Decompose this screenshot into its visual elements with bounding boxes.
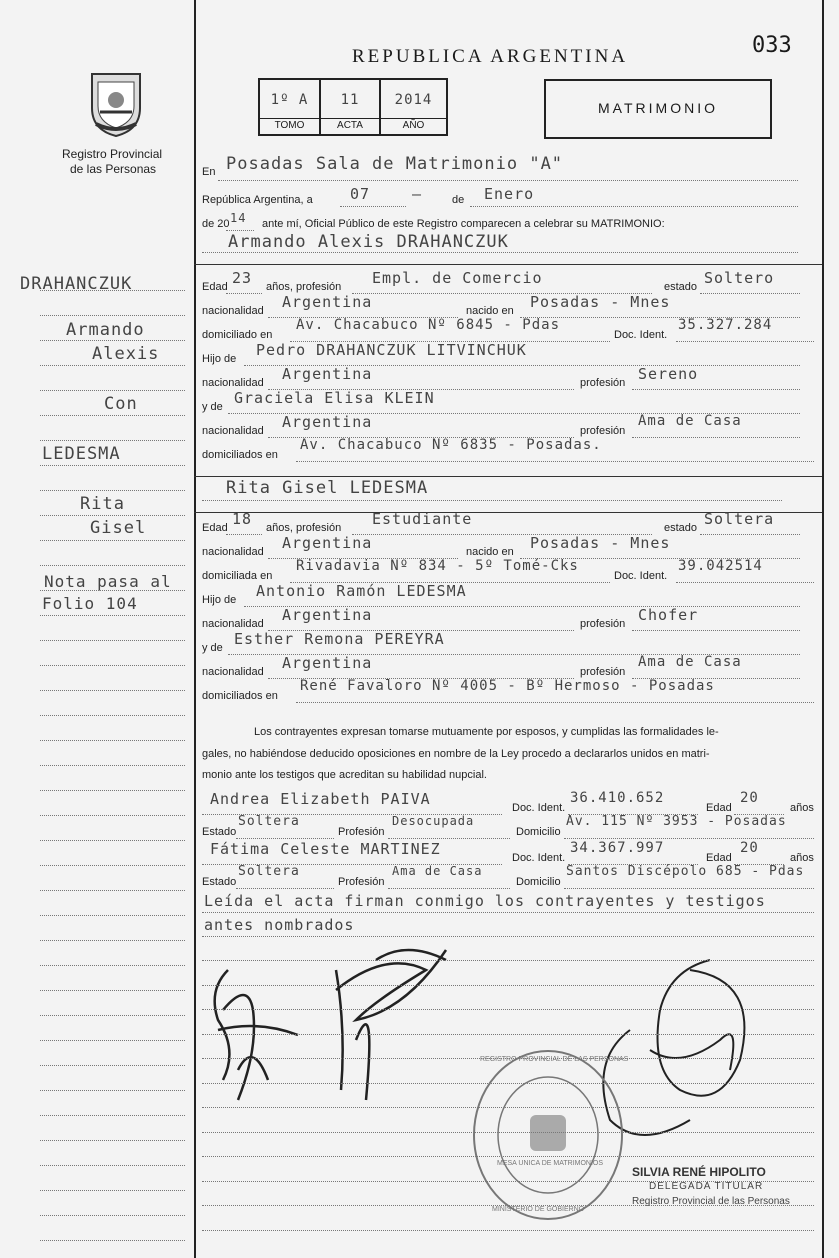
margin-rule (40, 640, 185, 641)
witness-anos-label: años (790, 802, 814, 814)
witness-estado-value: Soltera (238, 864, 300, 879)
margin-rule (40, 490, 185, 491)
dotted-line (564, 888, 814, 889)
groom-mother-prof-label: profesión (580, 425, 626, 437)
province-shield-logo (86, 68, 146, 138)
witness-anos-label: años (790, 852, 814, 864)
margin-rule (40, 1215, 185, 1216)
year-prefix: de 20 (202, 218, 230, 230)
official-name: SILVIA RENÉ HIPOLITO (632, 1165, 766, 1179)
legal-text (202, 722, 814, 787)
margin-note-line2: Folio 104 (42, 594, 138, 613)
dotted-line (388, 838, 510, 839)
witness-estado-label: Estado (202, 876, 237, 888)
witness-edad-value: 20 (740, 840, 759, 856)
groom-father-name: Pedro DRAHANCZUK LITVINCHUK (256, 341, 527, 359)
registry-name-line1: Registro Provincial (62, 147, 163, 161)
margin-rule (40, 1040, 185, 1041)
bride-parents-dom-label: domiciliados en (202, 690, 278, 702)
groom-mother-prof-value: Ama de Casa (638, 413, 742, 429)
margin-rule (40, 1090, 185, 1091)
witness-name: Fátima Celeste MARTINEZ (210, 840, 441, 858)
main-rule (202, 1083, 814, 1084)
bride-nacionalidad-label: nacionalidad (202, 546, 264, 558)
dotted-line (236, 888, 334, 889)
margin-rule (40, 890, 185, 891)
bride-mother-prof-value: Ama de Casa (638, 654, 742, 670)
margin-rule (40, 390, 185, 391)
bride-parents-dom-value: René Favaloro Nº 4005 - Bº Hermoso - Posadas (300, 678, 715, 694)
seal-outer-text: REGISTRO PROVINCIAL DE LAS PERSONAS (480, 1056, 629, 1063)
margin-rule (40, 415, 185, 416)
groom-nacionalidad-value: Argentina (282, 293, 373, 311)
margin-given-bride-2: Gisel (90, 518, 147, 538)
groom-edad-value: 23 (232, 269, 253, 287)
bride-mother-nac-label: nacionalidad (202, 666, 264, 678)
bride-profesion-value: Estudiante (372, 510, 473, 528)
dotted-line (700, 534, 800, 535)
witness-name: Andrea Elizabeth PAIVA (210, 790, 431, 808)
witness-profesion-value: Desocupada (392, 814, 475, 828)
margin-rule (40, 1190, 185, 1191)
official-title: DELEGADA TITULAR (649, 1181, 764, 1192)
main-rule (202, 1230, 814, 1231)
witness-domicilio-label: Domicilio (516, 826, 561, 838)
official-seal (468, 1045, 628, 1225)
groom-anos-profesion-label: años, profesión (266, 281, 342, 293)
witness-doc-value: 34.367.997 (570, 840, 665, 856)
bride-doc-value: 39.042514 (678, 558, 763, 574)
margin-rule (40, 865, 185, 866)
bride-nacido-value: Posadas - Mnes (530, 534, 671, 552)
main-rule (202, 1156, 814, 1157)
groom-nacionalidad-label: nacionalidad (202, 305, 264, 317)
main-rule (202, 1009, 814, 1010)
groom-father-nac-label: nacionalidad (202, 377, 264, 389)
margin-rule (40, 540, 185, 541)
witness-estado-value: Soltera (238, 814, 300, 829)
groom-yde-label: y de (202, 401, 223, 413)
bride-mother-nac-value: Argentina (282, 654, 373, 672)
bride-mother-name: Esther Remona PEREYRA (234, 630, 445, 648)
groom-edad-label: Edad (202, 281, 228, 293)
en-label: En (202, 166, 216, 178)
dotted-line (632, 630, 800, 631)
bride-father-nac-value: Argentina (282, 606, 373, 624)
witness-profesion-label: Profesión (338, 826, 385, 838)
bride-hijo-label: Hijo de (202, 594, 237, 606)
dotted-line (296, 702, 814, 703)
witness-domicilio-value: Santos Discépolo 685 - Pdas (566, 864, 805, 879)
margin-rule (40, 665, 185, 666)
margin-rule (40, 915, 185, 916)
witness-edad-value: 20 (740, 790, 759, 806)
dotted-line (226, 534, 262, 535)
bride-estado-label: estado (664, 522, 698, 534)
margin-rule (40, 340, 185, 341)
groom-domicilio-value: Av. Chacabuco Nº 6845 - Pdas (296, 317, 561, 333)
bride-father-nac-label: nacionalidad (202, 618, 264, 630)
bride-nacionalidad-value: Argentina (282, 534, 373, 552)
registry-name-line2: de las Personas (70, 162, 157, 176)
groom-hijo-label: Hijo de (202, 353, 237, 365)
country-title: REPUBLICA ARGENTINA (352, 46, 629, 67)
legal-line-3: monio ante los testigos que acreditan su habilidad nupcial. (202, 769, 487, 781)
page-number: 033 (752, 33, 792, 58)
margin-rule (40, 365, 185, 366)
anio-value: 2014 (394, 92, 433, 108)
groom-estado-value: Soltero (704, 269, 775, 287)
closing-line-1: Leída el acta firman conmigo los contrayentes y testigos (204, 892, 766, 910)
margin-rule (40, 1140, 185, 1141)
anio-label: AÑO (402, 120, 425, 131)
margin-rule (40, 590, 185, 591)
margin-rule (40, 315, 185, 316)
closing-line-2: antes nombrados (204, 916, 355, 934)
dotted-line (632, 437, 800, 438)
groom-nacido-value: Posadas - Mnes (530, 293, 671, 311)
document-type-label: MATRIMONIO (598, 100, 718, 116)
margin-given-groom-2: Alexis (92, 344, 160, 364)
day-dash: — (412, 185, 423, 203)
tomo-value: 1º A (270, 92, 309, 108)
groom-estado-label: estado (664, 281, 698, 293)
witness-doc-value: 36.410.652 (570, 790, 665, 806)
main-rule (202, 960, 814, 961)
margin-rule (40, 290, 185, 291)
dotted-line (632, 389, 800, 390)
ceremony-day: 07 (350, 185, 371, 203)
bride-doc-label: Doc. Ident. (614, 570, 668, 582)
margin-rule (40, 790, 185, 791)
main-rule (202, 1181, 814, 1182)
groom-father-prof-value: Sereno (638, 365, 699, 383)
ceremony-year: 14 (230, 211, 247, 225)
bride-edad-label: Edad (202, 522, 228, 534)
groom-nacido-label: nacido en (466, 305, 514, 317)
bride-father-name: Antonio Ramón LEDESMA (256, 582, 467, 600)
groom-domicilio-label: domiciliado en (202, 329, 273, 341)
ceremony-place: Posadas Sala de Matrimonio "A" (226, 154, 564, 174)
seal-inner-text: MESA UNICA DE MATRIMONIOS (497, 1160, 604, 1167)
dotted-line (236, 838, 334, 839)
margin-rule (40, 840, 185, 841)
margin-rule (40, 515, 185, 516)
margin-rule (40, 1165, 185, 1166)
margin-surname-groom: DRAHANCZUK (20, 274, 133, 294)
margin-rule (40, 940, 185, 941)
witness-edad-label: Edad (706, 802, 732, 814)
margin-rule (40, 765, 185, 766)
tomo-label: TOMO (274, 120, 305, 131)
document-type-box (544, 79, 772, 139)
groom-mother-name: Graciela Elisa KLEIN (234, 389, 435, 407)
groom-parents-dom-label: domiciliados en (202, 449, 278, 461)
intro-closing-text: ante mí, Oficial Público de este Registro comparecen a celebrar su MATRIMONIO: (262, 218, 665, 230)
margin-rule (40, 1015, 185, 1016)
margin-note-line1: Nota pasa al (44, 572, 172, 591)
bride-estado-value: Soltera (704, 510, 775, 528)
seal-bottom-text: MINISTERIO DE GOBIERNO (492, 1206, 585, 1213)
witness-domicilio-label: Domicilio (516, 876, 561, 888)
witness-doc-label: Doc. Ident. (512, 852, 566, 864)
bride-nacido-label: nacido en (466, 546, 514, 558)
main-rule (202, 1205, 814, 1206)
margin-rule (40, 565, 185, 566)
right-page-border (822, 0, 824, 1258)
margin-rule (40, 690, 185, 691)
witness-domicilio-value: Av. 115 Nº 3953 - Posadas (566, 814, 787, 829)
dotted-line (700, 293, 800, 294)
dotted-line (388, 888, 510, 889)
bride-mother-prof-label: profesión (580, 666, 626, 678)
de-label: de (452, 194, 465, 206)
legal-line-1: Los contrayentes expresan tomarse mutuamente por esposos, y cumplidas las formalidades le- (254, 726, 719, 738)
margin-rule (40, 440, 185, 441)
margin-rule (40, 965, 185, 966)
main-rule (202, 1034, 814, 1035)
groom-doc-value: 35.327.284 (678, 317, 773, 333)
margin-rule (40, 1240, 185, 1241)
legal-line-2: gales, no habiéndose deducido oposiciones en nombre de la Ley procedo a declararlos unidos en matri- (202, 747, 710, 760)
witness-edad-label: Edad (706, 852, 732, 864)
dotted-line (676, 341, 814, 342)
dotted-line (296, 461, 814, 462)
acta-label: ACTA (337, 120, 363, 131)
republica-label: República Argentina, a (202, 194, 313, 206)
bride-father-prof-value: Chofer (638, 606, 699, 624)
left-column-border (194, 0, 196, 1258)
witness-profesion-label: Profesión (338, 876, 385, 888)
main-rule (202, 985, 814, 986)
margin-rule (40, 615, 185, 616)
bride-anos-profesion-label: años, profesión (266, 522, 342, 534)
groom-doc-label: Doc. Ident. (614, 329, 668, 341)
margin-rule (40, 740, 185, 741)
witness-profesion-value: Ama de Casa (392, 864, 483, 878)
margin-rule (40, 715, 185, 716)
margin-rule (40, 1065, 185, 1066)
acta-value: 11 (340, 92, 360, 108)
ceremony-month: Enero (484, 185, 535, 203)
main-rule (202, 1107, 814, 1108)
bride-domicilio-value: Rivadavia Nº 834 - 5º Tomé-Cks (296, 558, 579, 574)
groom-father-prof-label: profesión (580, 377, 626, 389)
margin-rule (40, 990, 185, 991)
bride-domicilio-label: domiciliada en (202, 570, 273, 582)
official-registry: Registro Provincial de las Personas (632, 1196, 790, 1207)
groom-full-name: Armando Alexis DRAHANCZUK (228, 232, 509, 252)
margin-given-groom-1: Armando (66, 320, 145, 340)
margin-surname-bride: LEDESMA (42, 444, 121, 464)
margin-rule (40, 1115, 185, 1116)
margin-given-bride-1: Rita (80, 494, 125, 514)
bride-father-prof-label: profesión (580, 618, 626, 630)
dotted-line (564, 838, 814, 839)
bride-yde-label: y de (202, 642, 223, 654)
margin-con: Con (104, 394, 138, 414)
groom-mother-nac-label: nacionalidad (202, 425, 264, 437)
tomo-acta-anio-box (258, 78, 448, 136)
bride-full-name: Rita Gisel LEDESMA (226, 478, 429, 498)
witness-estado-label: Estado (202, 826, 237, 838)
dotted-line (226, 293, 262, 294)
margin-rule (40, 465, 185, 466)
groom-mother-nac-value: Argentina (282, 413, 373, 431)
bride-edad-value: 18 (232, 510, 253, 528)
main-rule (202, 1132, 814, 1133)
margin-rule (40, 815, 185, 816)
groom-parents-dom-value: Av. Chacabuco Nº 6835 - Posadas. (300, 437, 602, 453)
groom-father-nac-value: Argentina (282, 365, 373, 383)
groom-signature (198, 950, 308, 1110)
witness-doc-label: Doc. Ident. (512, 802, 566, 814)
dotted-line (676, 582, 814, 583)
main-rule (202, 1058, 814, 1059)
groom-profesion-value: Empl. de Comercio (372, 269, 543, 287)
